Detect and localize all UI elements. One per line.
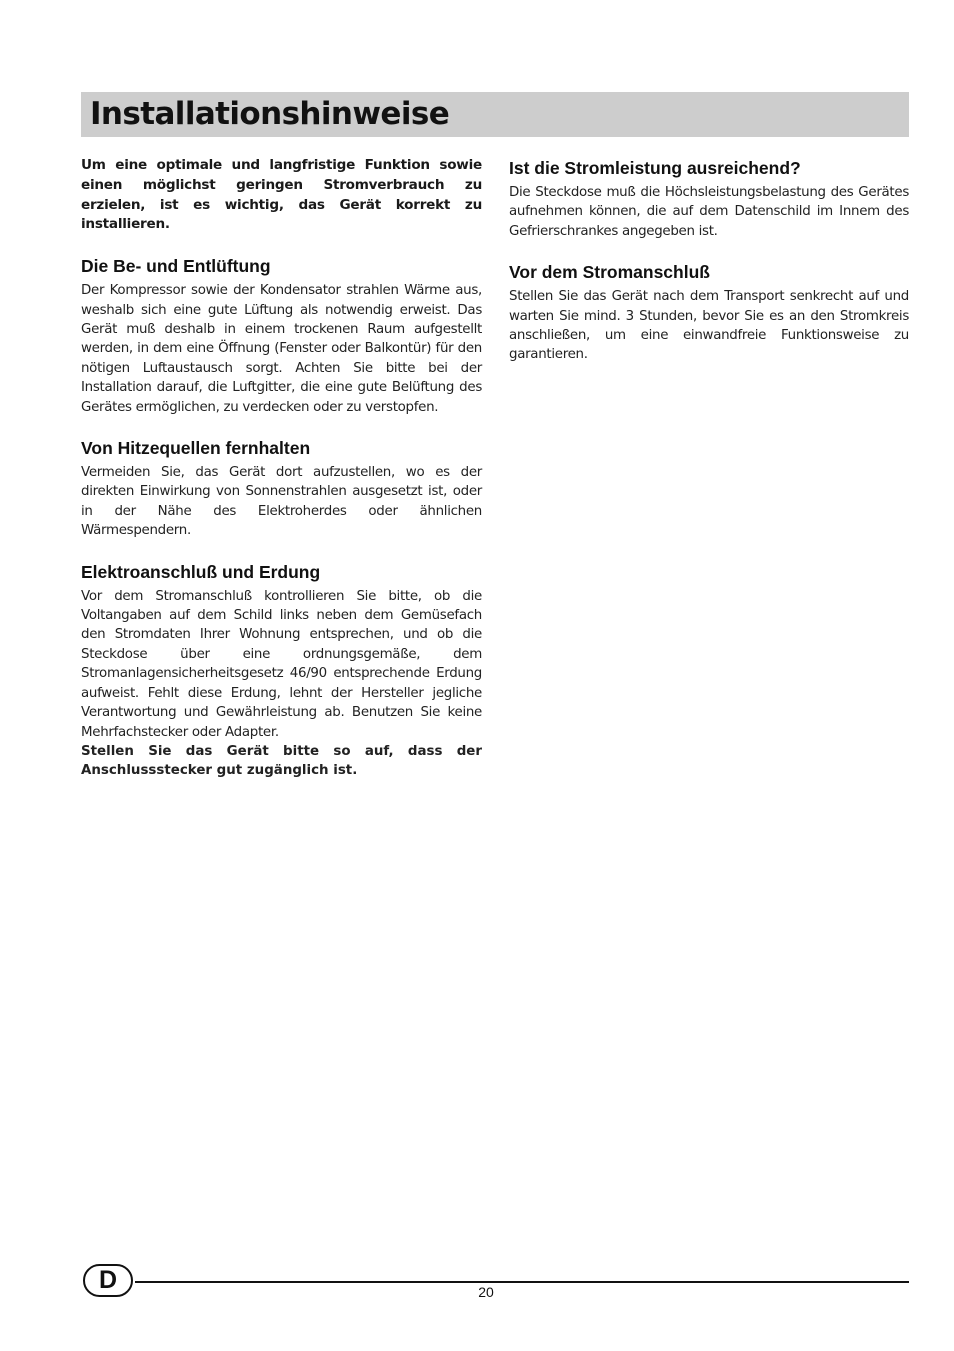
section-heading: Die Be- und Entlüftung <box>81 256 271 277</box>
language-badge: D <box>83 1264 133 1297</box>
intro-paragraph: Um eine optimale und langfristige Funktion sowie einen möglichst geringen Stromverbrauch zu erzielen, ist es wichtig, das Gerät korrekt zu installieren. <box>81 157 482 233</box>
section-text: Stellen Sie das Gerät nach dem Transport senkrecht auf und warten Sie mind. 3 Stunden, bevor Sie es an den Stromkreis anschließen, um eine einwandfreie Funktionsweise zu garantieren. <box>509 289 909 363</box>
section-electrical-grounding <box>81 561 482 781</box>
section-text: Der Kompressor sowie der Kondensator strahlen Wärme aus, weshalb sich eine gute Lüftung als notwendig erweist. Das Gerät muß deshalb in einem trockenen Raum aufgestellt werden, in dem eine Öffnung (Fenster oder Balkontür) für den nötigen Luftaustausch sorgt. Achten Sie bitte bei der Installation darauf, die Luftgitter, die eine gute Belüftung des Gerätes ermöglichen, zu verdecken oder zu verstopfen. <box>81 283 482 415</box>
left-column <box>81 156 482 781</box>
page-number: 20 <box>478 1284 494 1300</box>
section-power-capacity <box>509 157 909 241</box>
section-text: Vor dem Stromanschluß kontrollieren Sie bitte, ob die Voltangaben auf dem Schild links neben dem Gemüsefach den Stromdaten Ihrer Wohnung entsprechen, und ob die Steckdose über eine ordnungsgemäße, dem Stromanlagensicherheitsgesetz 46/90 entsprechende Erdung aufweist. Fehlt diese Erdung, lehnt der Hersteller jegliche Verantwortung und Gewährleistung ab. Benutzen Sie keine Mehrfachstecker oder Adapter. <box>81 588 482 740</box>
section-heading: Von Hitzequellen fernhalten <box>81 438 311 459</box>
section-text: Vermeiden Sie, das Gerät dort aufzustellen, wo es der direkten Einwirkung von Sonnenstrahlen ausgesetzt ist, oder in der Nähe des Elektroherdes oder ähnlichen Wärmespendern. <box>81 465 482 539</box>
section-heat-sources <box>81 437 482 541</box>
title-bar <box>81 92 909 137</box>
emphasis-note: Stellen Sie das Gerät bitte so auf, dass der Anschlussstecker gut zugänglich ist. <box>81 743 482 779</box>
page-title: Installationshinweise <box>90 96 450 132</box>
right-column <box>509 156 909 365</box>
footer-divider <box>135 1281 909 1283</box>
section-heading: Ist die Stromleistung ausreichend? <box>509 158 801 178</box>
section-ventilation <box>81 255 482 417</box>
section-heading: Vor dem Stromanschluß <box>509 262 710 283</box>
section-heading: Elektroanschluß und Erdung <box>81 561 321 582</box>
section-text: Die Steckdose muß die Höchsleistungsbelastung des Gerätes aufnehmen können, die auf dem Datenschild im Innem des Gefrierschrankes angegeben ist. <box>509 185 909 239</box>
section-before-connection <box>509 261 909 365</box>
